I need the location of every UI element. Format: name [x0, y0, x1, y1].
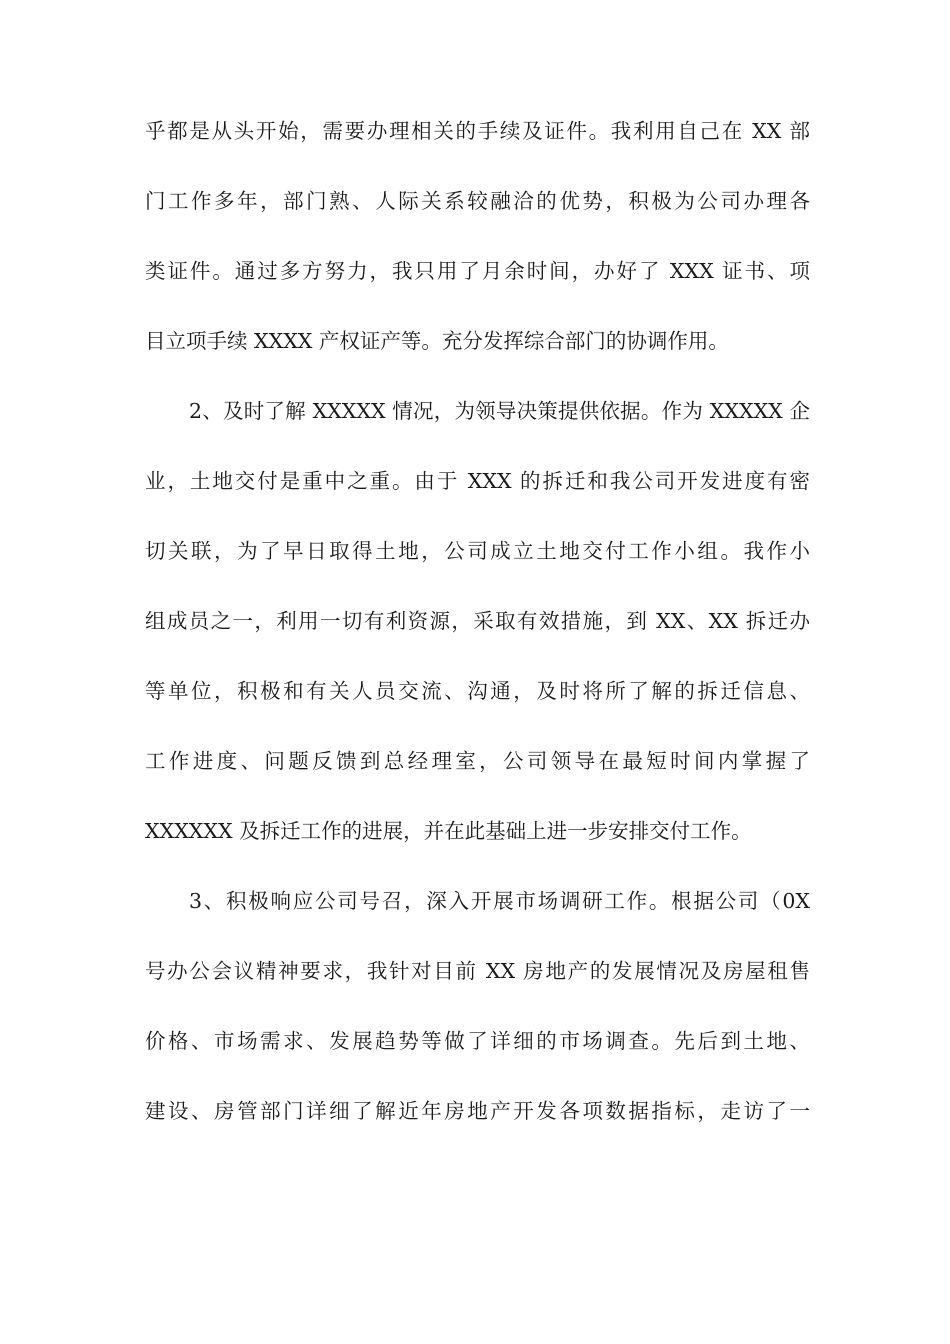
- text-line: 目立项手续 XXXX 产权证产等。充分发挥综合部门的协调作用。: [145, 329, 729, 353]
- paragraph-start-line: 3、积极响应公司号召，深入开展市场调研工作。根据公司（0X: [189, 889, 810, 913]
- text-line: XXXXXX 及拆迁工作的进展，并在此基础上进一步安排交付工作。: [145, 819, 752, 843]
- text-line: 业，土地交付是重中之重。由于 XXX 的拆迁和我公司开发进度有密: [145, 469, 810, 493]
- text-line: 建设、房管部门详细了解近年房地产开发各项数据指标，走访了一: [145, 1099, 810, 1123]
- text-line: 类证件。通过多方努力，我只用了月余时间，办好了 XXX 证书、项: [145, 259, 810, 283]
- text-line: 号办公会议精神要求，我针对目前 XX 房地产的发展情况及房屋租售: [145, 959, 810, 983]
- text-line: 等单位，积极和有关人员交流、沟通，及时将所了解的拆迁信息、: [145, 679, 810, 703]
- paragraph-start-line: 2、及时了解 XXXXX 情况，为领导决策提供依据。作为 XXXXX 企: [189, 399, 810, 423]
- text-line: 价格、市场需求、发展趋势等做了详细的市场调查。先后到土地、: [145, 1029, 810, 1053]
- text-line: 乎都是从头开始，需要办理相关的手续及证件。我利用自己在 XX 部: [145, 119, 810, 143]
- text-line: 组成员之一，利用一切有利资源，采取有效措施，到 XX、XX 拆迁办: [145, 609, 810, 633]
- text-line: 工作进度、问题反馈到总经理室，公司领导在最短时间内掌握了: [145, 749, 810, 773]
- text-line: 切关联，为了早日取得土地，公司成立土地交付工作小组。我作小: [145, 539, 810, 563]
- body-text: [145, 110, 810, 1160]
- text-line: 门工作多年，部门熟、人际关系较融洽的优势，积极为公司办理各: [145, 189, 810, 213]
